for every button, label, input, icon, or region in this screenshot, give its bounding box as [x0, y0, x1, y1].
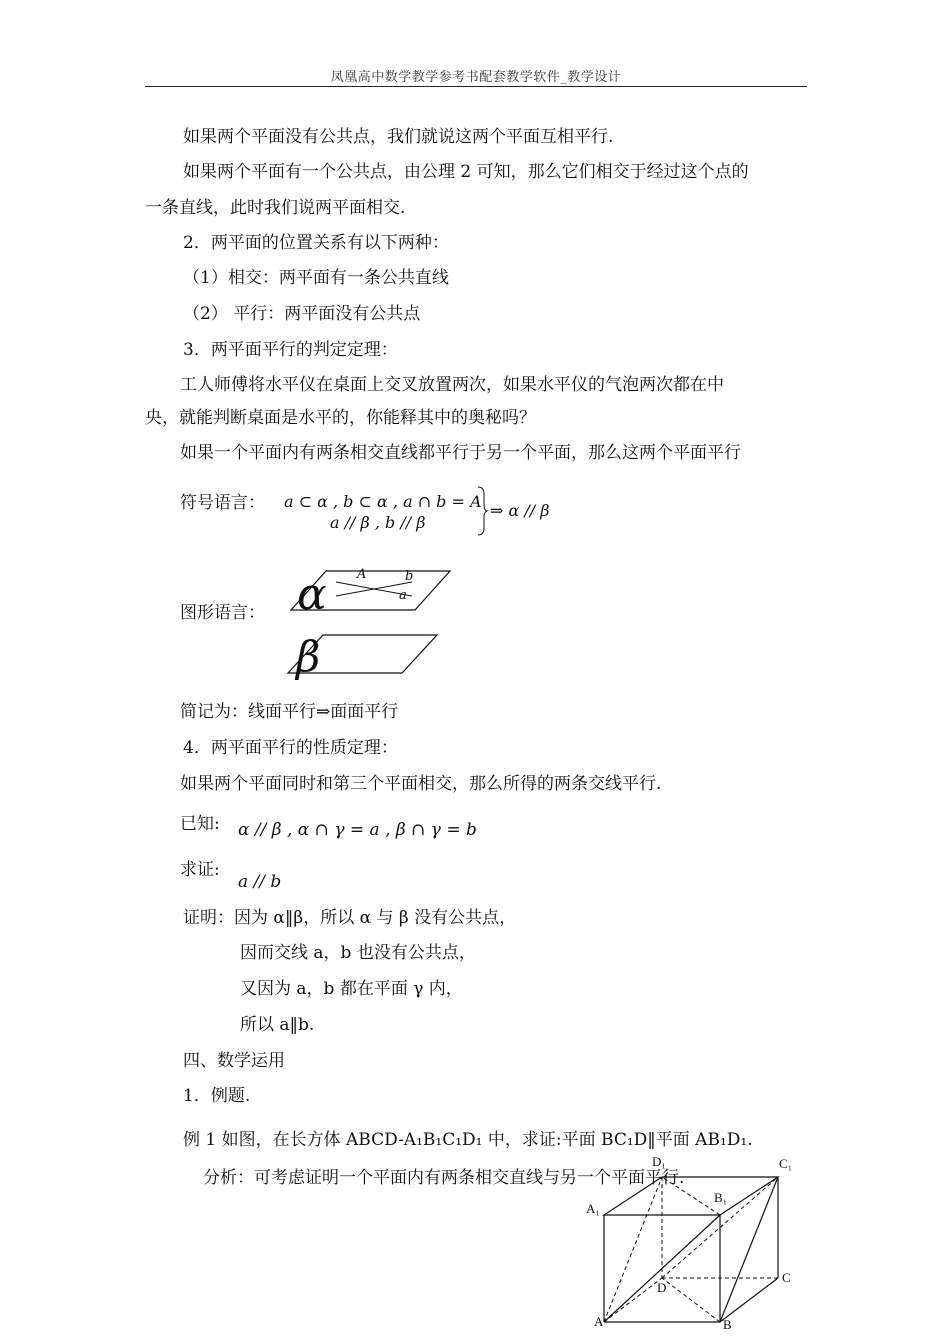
vertex-D1-label: D₁ — [652, 1154, 666, 1169]
vertex-B1-label: B₁ — [714, 1190, 728, 1205]
brief-summary: 简记为：线面平行⇒面面平行 — [180, 702, 399, 722]
proof-line4: 所以 a‖b. — [240, 1015, 315, 1035]
proof-line3: 又因为 a，b 都在平面 γ 内， — [240, 979, 463, 999]
given-math: α // β , α ∩ γ = a , β ∩ γ = b — [238, 820, 477, 840]
symbol-line1: a ⊂ α , b ⊂ α , a ∩ b = A — [284, 492, 482, 511]
prove-label: 求证: — [180, 860, 220, 880]
diag-BD — [662, 1278, 720, 1322]
examples-title: 1．例题. — [183, 1086, 251, 1106]
section-2-item2: （2） 平行：两平面没有公共点 — [183, 304, 421, 324]
vertex-A-label: A — [594, 1314, 604, 1329]
alpha-symbol: α — [297, 569, 327, 620]
vertex-D-label: D — [657, 1280, 667, 1295]
vertex-C-label: C — [782, 1270, 791, 1285]
symbol-result: ⇒ α // β — [490, 501, 550, 520]
point-A-label: A — [357, 567, 367, 582]
def-parallel: 如果两个平面没有公共点，我们就说这两个平面互相平行. — [183, 127, 614, 147]
example-1-statement: 例 1 如图，在长方体 ABCD-A₁B₁C₁D₁ 中，求证:平面 BC₁D‖平面 AB₁D₁. — [183, 1130, 753, 1150]
diag-AB1 — [604, 1215, 720, 1322]
section-3-question-line2: 央，就能判断桌面是水平的，你能释其中的奥秘吗？ — [145, 408, 536, 428]
def-intersect-line2: 一条直线，此时我们说两平面相交. — [145, 198, 406, 218]
section-4-title: 4．两平面平行的性质定理： — [183, 738, 398, 758]
symbol-language-label: 符号语言： — [180, 493, 265, 513]
vertex-A1-label: A₁ — [586, 1201, 600, 1216]
proof-line1: 证明：因为 α‖β，所以 α 与 β 没有公共点， — [183, 908, 517, 928]
proof-line2: 因而交线 a，b 也没有公共点， — [240, 943, 476, 963]
section-2-title: 2．两平面的位置关系有以下两种： — [183, 233, 449, 253]
section-3-title: 3．两平面平行的判定定理： — [183, 340, 398, 360]
vertex-C1-label: C₁ — [779, 1156, 793, 1171]
diag-B1D1 — [662, 1177, 720, 1215]
example-1-analysis: 分析：可考虑证明一个平面内有两条相交直线与另一个平面平行. — [203, 1168, 685, 1188]
prove-math: a // b — [238, 872, 282, 892]
figure-language-label: 图形语言： — [180, 603, 265, 623]
section-3-question-line1: 工人师傅将水平仪在桌面上交叉放置两次，如果水平仪的气泡两次都在中 — [180, 375, 724, 395]
cuboid-top-face — [604, 1177, 778, 1215]
def-intersect-line1: 如果两个平面有一个公共点，由公理 2 可知，那么它们相交于经过这个点的 — [183, 162, 749, 182]
line-a-label: a — [399, 588, 407, 603]
beta-symbol: β — [296, 632, 321, 681]
given-label: 已知: — [180, 814, 220, 834]
vertex-B-label: B — [723, 1317, 732, 1332]
symbol-line2: a // β , b // β — [330, 513, 426, 532]
section-4-theorem: 如果两个平面同时和第三个平面相交，那么所得的两条交线平行. — [180, 774, 662, 794]
section-3-theorem: 如果一个平面内有两条相交直线都平行于另一个平面，那么这两个平面平行 — [180, 443, 741, 463]
line-b-label: b — [405, 569, 414, 584]
page-header: 凤凰高中数学教学参考书配套教学软件_教学设计 — [330, 70, 622, 85]
section-2-item1: （1）相交：两平面有一条公共直线 — [183, 268, 449, 288]
section-four-heading: 四、数学运用 — [183, 1051, 285, 1071]
